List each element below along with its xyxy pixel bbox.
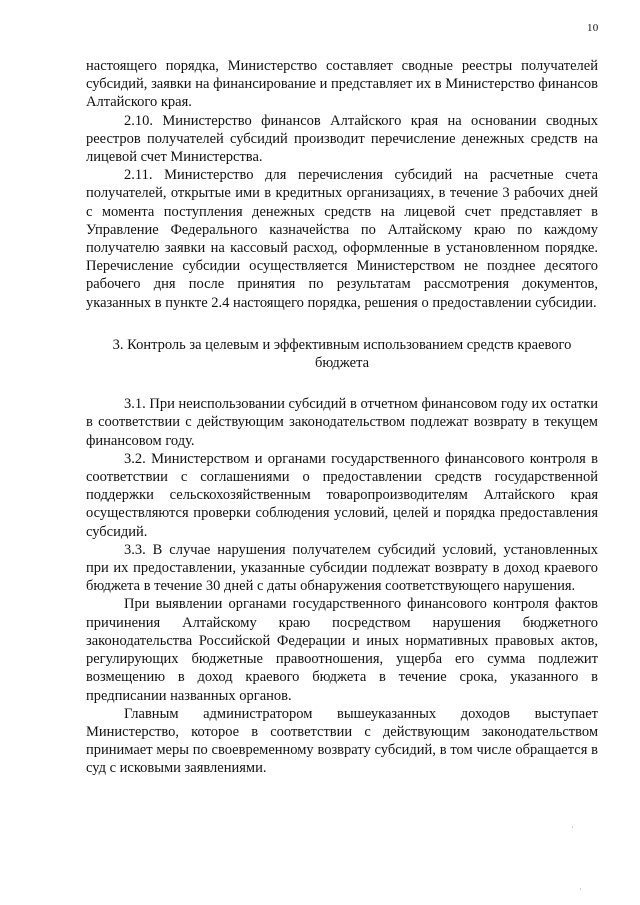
paragraph-3-1: 3.1. При неиспользовании субсидий в отчетном финансовом году их остатки в соответствии с действующим законодательством подлежат возврату в текущем финансовом году.	[86, 396, 598, 449]
scan-speck	[572, 826, 573, 828]
paragraph-3-2: 3.2. Министерством и органами государственного финансового контроля в соответствии с соглашениями о предоставлении средств государственной поддержки сельскохозяйственным товаропроизводителям Алтайского края осуществляются проверки соблюдения условий, целей и порядка предоставления субсидий.	[86, 450, 598, 540]
paragraph-2-10: 2.10. Министерство финансов Алтайского края на основании сводных реестров получателей субсидий производит перечисление денежных средств на лицевой счет Министерства.	[86, 112, 598, 166]
paragraph-continuation: настоящего порядка, Министерство составляет сводные реестры получателей субсидий, заявки на финансирование и представляет их в Министерство финансов Алтайского края.	[86, 58, 598, 111]
paragraph-chief-administrator: Главным администратором вышеуказанных доходов выступает Министерство, которое в соответствии с действующим законодательством принимает меры по своевременному возврату субсидий, в том числе обращается в суд с исковыми заявлениями.	[86, 705, 598, 777]
scan-speck	[580, 888, 581, 890]
paragraph-3-3: 3.3. В случае нарушения получателем субсидий условий, установленных при их предоставлении, указанные субсидии подлежат возврату в доход краевого бюджета в течение 30 дней с даты обнаружения соответствующего нарушения.	[86, 541, 598, 595]
section-3-heading: 3. Контроль за целевым и эффективным использованием средств краевого бюджета	[112, 336, 572, 372]
document-body	[86, 57, 598, 778]
page-number: 10	[587, 22, 599, 34]
paragraph-damage-recovery: При выявлении органами государственного финансового контроля фактов причинения Алтайскому краю посредством нарушения бюджетного законодательства Российской Федерации и иных нормативных правовых актов, регулирующих бюджетные правоотношения, ущерба его сумма подлежит возмещению в доход краевого бюджета в течение срока, указанного в предписании названных органов.	[86, 596, 598, 704]
paragraph-2-11: 2.11. Министерство для перечисления субсидий на расчетные счета получателей, открытые ими в кредитных организациях, в течение 3 рабочих дней с момента поступления денежных средств на лицевой счет представляет в Управление Федерального казначейства по Алтайскому краю по каждому получателю заявки на кассовый расход, оформленные в установленном порядке. Перечисление субсидии осуществляется Министерством не позднее десятого рабочего дня после принятия по результатам рассмотрения документов, указанных в пункте 2.4 настоящего порядка, решения о предоставлении субсидии.	[86, 167, 598, 311]
